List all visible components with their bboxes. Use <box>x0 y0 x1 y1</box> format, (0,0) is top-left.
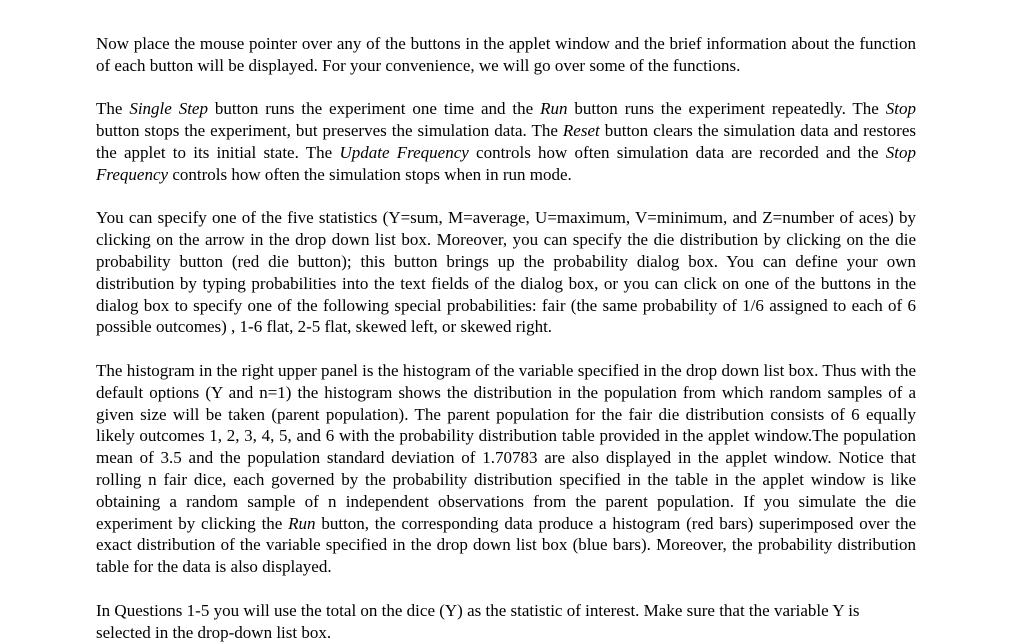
term-run: Run <box>288 513 316 533</box>
paragraph-button-info: Now place the mouse pointer over any of the buttons in the applet window and the brief information about the function of each button will be displayed. For your convenience, we will go over some of the functions. <box>96 34 916 75</box>
term-single-step: Single Step <box>129 99 208 119</box>
term-stop: Stop <box>885 99 916 119</box>
term-update-frequency: Update Frequency <box>339 142 469 162</box>
document-body <box>96 33 916 643</box>
term-reset: Reset <box>562 121 600 141</box>
paragraph-histogram: The histogram in the right upper panel is the histogram of the variable specified in the drop down list box. Thus with the default options (Y and n=1) the histogram shows the distribution in the population from which random samples of a given size will be taken (parent population). The parent population for the fair die distribution consists of 6 equally likely outcomes 1, 2, 3, 4, 5, and 6 with the probability distribution table provided in the applet window.The population mean of 3.5 and the population standard deviation of 1.70783 are also displayed in the applet window. Notice that rolling n fair dice, each governed by the probability distribution specified in the table in the applet window is like obtaining a random sample of n independent observations from the parent population. If you simulate the die experiment by clicking the Run button, the corresponding data produce a histogram (red bars) superimposed over the exact distribution of the variable specified in the drop down list box (blue bars). Moreover, the probability distribution table for the data is also displayed. <box>96 360 917 577</box>
paragraph-controls: The Single Step button runs the experiment one time and the Run button runs the experiment repeatedly. The Stop button stops the experiment, but preserves the simulation data. The Reset button clears the simulation data and restores the applet to its initial state. The Update Frequency controls how often simulation data are recorded and the Stop Frequency controls how often the simulation stops when in run mode. <box>96 99 917 184</box>
term-stop-frequency: Stop Frequency <box>96 142 917 184</box>
paragraph-questions: In Questions 1-5 you will use the total on the dice (Y) as the statistic of interest. Make sure that the variable Y is selected in the drop-down list box. <box>96 600 860 642</box>
term-run: Run <box>540 99 568 119</box>
paragraph-statistics: You can specify one of the five statistics (Y=sum, M=average, U=maximum, V=minimum, and Z=number of aces) by clicking on the arrow in the drop down list box. Moreover, you can specify the die distribution by clicking on the die probability button (red die button); this button brings up the probability dialog box. You can define your own distribution by typing probabilities into the text fields of the dialog box, or you can click on one of the buttons in the dialog box to specify one of the following special probabilities: fair (the same probability of 1/6 assigned to each of 6 possible outcomes) , 1-6 flat, 2-5 flat, skewed left, or skewed right. <box>96 208 916 337</box>
